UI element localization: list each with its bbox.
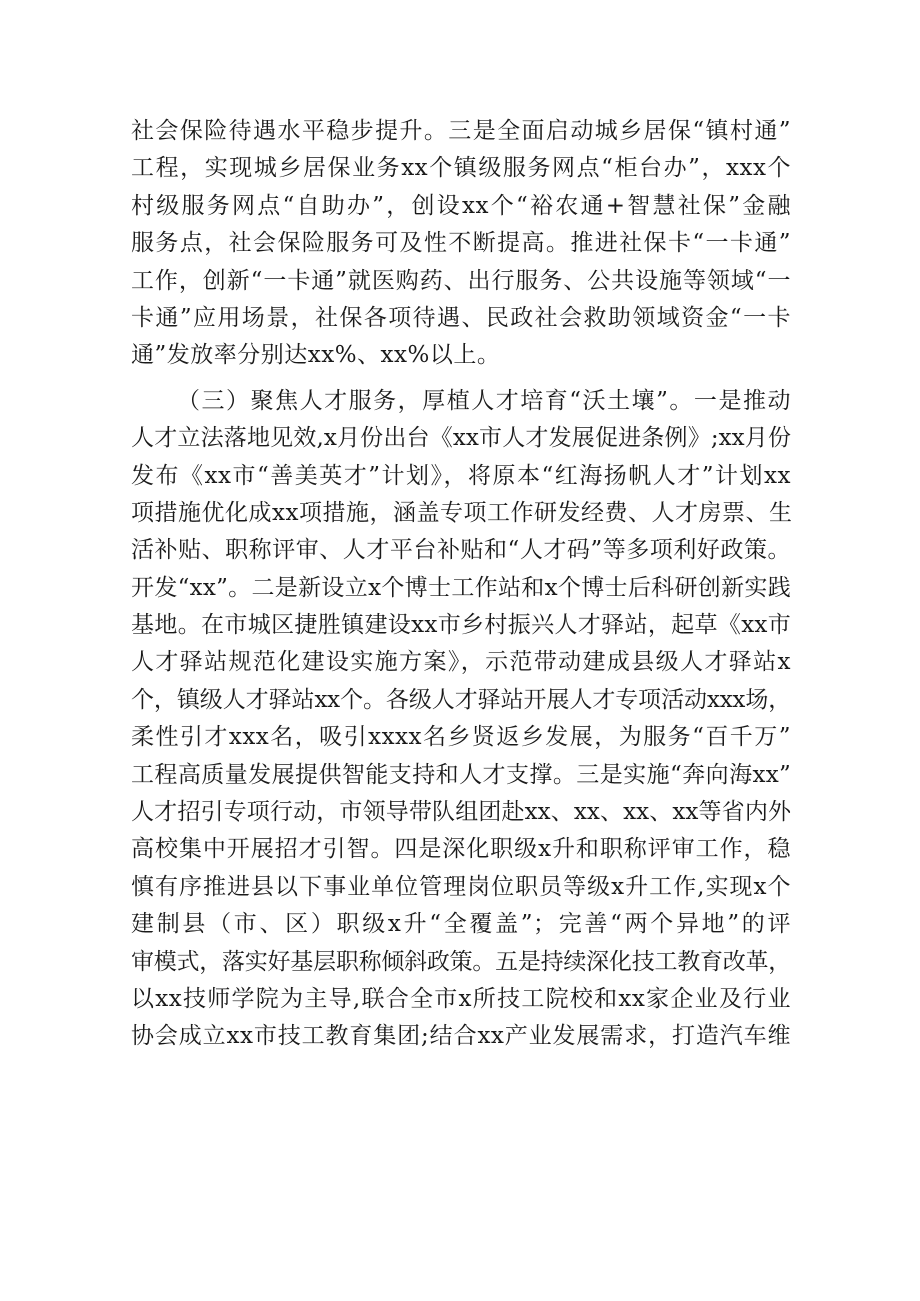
- paragraph-spacer: [131, 375, 791, 383]
- text-line-indented: （三）聚焦人才服务，厚植人才培育“沃土壤”。一是推动: [177, 387, 791, 414]
- text-line: 卡通”应用场景，社保各项待遇、民政社会救助领域资金“一卡: [131, 304, 791, 331]
- text-line: 建制县（市、区）职级x升“全覆盖”；完善“两个异地”的评: [131, 911, 791, 938]
- text-line: 项措施优化成xx项措施，涵盖专项工作研发经费、人才房票、生: [131, 499, 793, 526]
- text-line: 活补贴、职称评审、人才平台补贴和“人才码”等多项利好政策。: [131, 537, 791, 564]
- text-line: 基地。在市城区捷胜镇建设xx市乡村振兴人才驿站，起草《xx市: [131, 612, 791, 639]
- text-line: 工程，实现城乡居保业务xx个镇级服务网点“柜台办”，xxx个: [131, 155, 791, 182]
- text-line: 工程高质量发展提供智能支持和人才支撑。三是实施“奔向海xx”: [131, 761, 791, 788]
- text-line: 工作，创新“一卡通”就医购药、出行服务、公共设施等领域“一: [131, 267, 791, 294]
- text-line: 通”发放率分别达xx%、xx%以上。: [131, 342, 501, 369]
- text-line: 村级服务网点“自助办”，创设xx个“裕农通+智慧社保”金融: [131, 192, 791, 219]
- text-line: 社会保险待遇水平稳步提升。三是全面启动城乡居保“镇村通”: [131, 118, 791, 144]
- text-line: 以xx技师学院为主导,联合全市x所技工院校和xx家企业及行业: [131, 985, 791, 1012]
- text-line: 人才招引专项行动，市领导带队组团赴xx、xx、xx、xx等省内外: [131, 799, 791, 826]
- text-line: 高校集中开展招才引智。四是深化职级x升和职称评审工作，稳: [131, 836, 791, 863]
- text-line: 柔性引才xxx名，吸引xxxx名乡贤返乡发展，为服务“百千万”: [131, 724, 791, 751]
- text-line: 审模式，落实好基层职称倾斜政策。五是持续深化技工教育改革，: [131, 948, 791, 975]
- text-line: 服务点，社会保险服务可及性不断提高。推进社保卡“一卡通”: [131, 230, 791, 257]
- paragraph-talent-services: [131, 383, 791, 1056]
- text-line: 协会成立xx市技工教育集团;结合xx产业发展需求，打造汽车维: [131, 1023, 791, 1050]
- paragraph-social-insurance: [131, 113, 791, 375]
- text-line: 个，镇级人才驿站xx个。各级人才驿站开展人才专项活动xxx场，: [131, 686, 791, 713]
- text-line: 慎有序推进县以下事业单位管理岗位职员等级x升工作,实现x个: [131, 873, 791, 900]
- text-line: 人才立法落地见效,x月份出台《xx市人才发展促进条例》;xx月份: [131, 425, 791, 452]
- text-line: 开发“xx”。二是新设立x个博士工作站和x个博士后科研创新实践: [131, 574, 791, 601]
- text-line: 发布《xx市“善美英才”计划》，将原本“红海扬帆人才”计划xx: [131, 462, 791, 489]
- text-line: 人才驿站规范化建设实施方案》，示范带动建成县级人才驿站x: [131, 649, 791, 676]
- document-body: [131, 113, 791, 1056]
